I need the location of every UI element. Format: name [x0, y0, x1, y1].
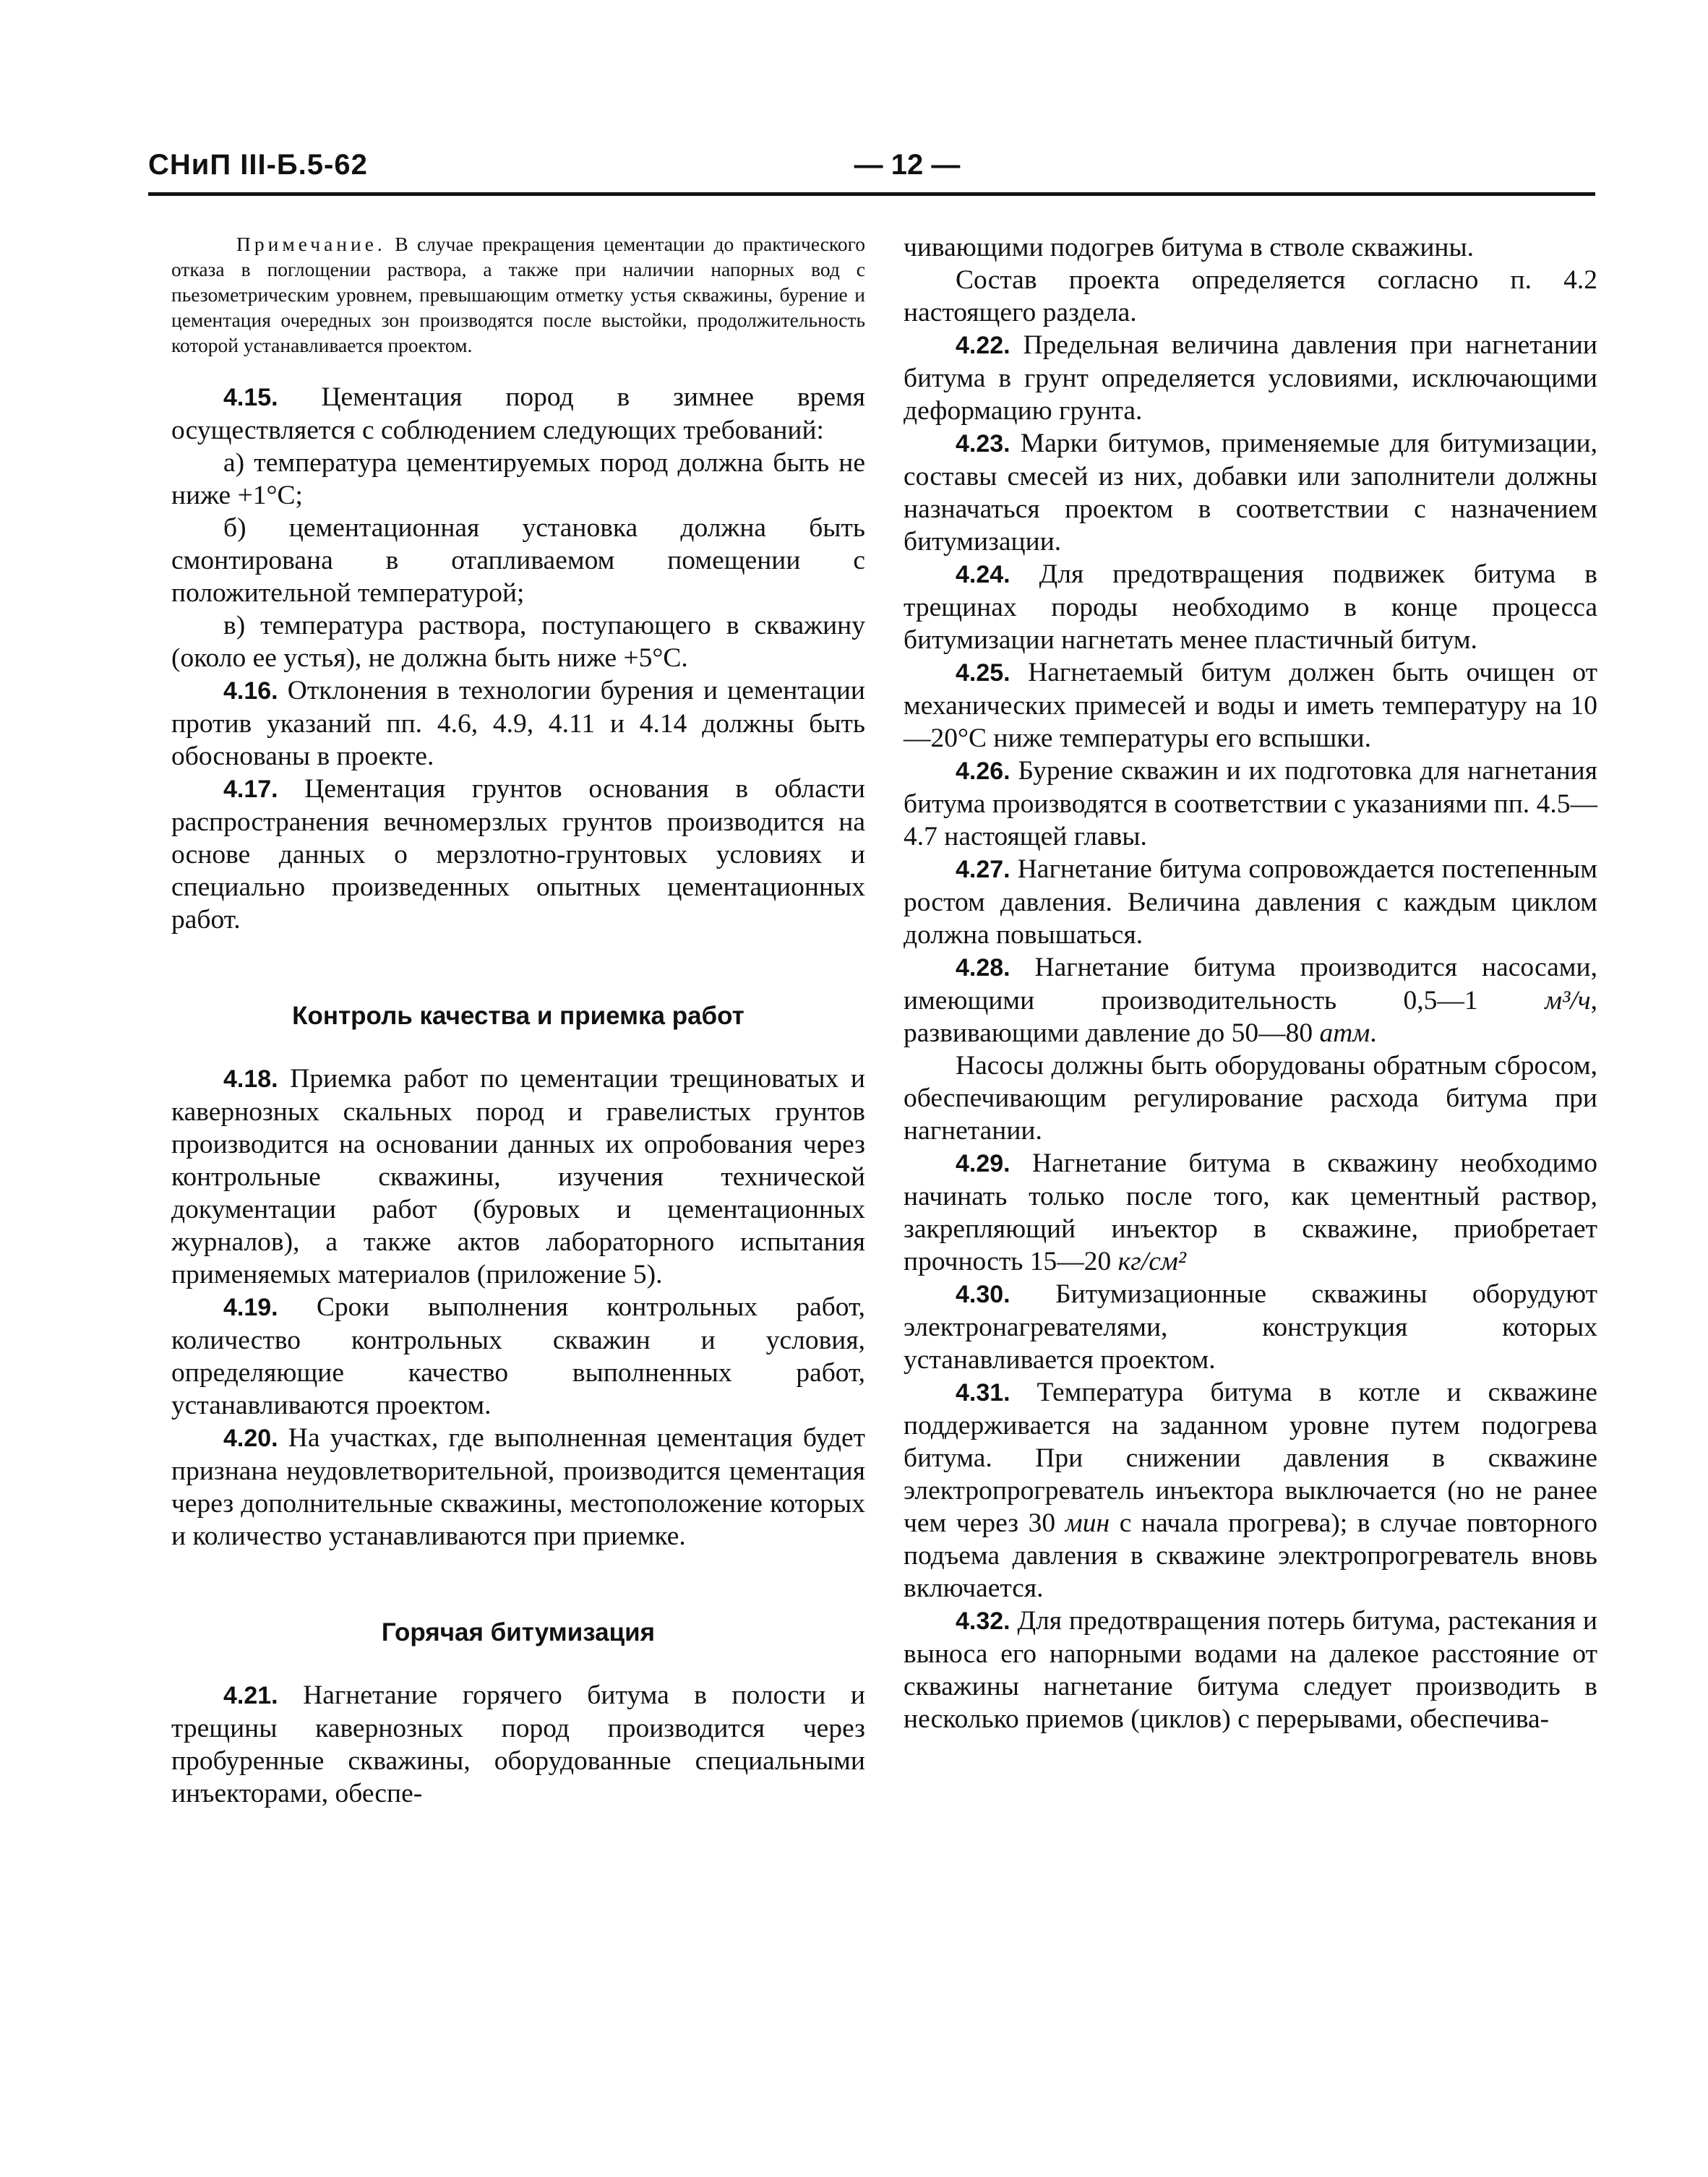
clause-number: 4.25. [956, 659, 1010, 687]
clause-4-23: 4.23. Марки битумов, применяемые для битумизации, составы смесей из них, добавки или заполнители должны назначаться проектом в соответствии с назначением битумизации. [904, 429, 1597, 557]
clause-number: 4.24. [956, 561, 1010, 588]
clause-number: 4.19. [223, 1294, 278, 1321]
page-header [148, 149, 1595, 192]
note-text: В случае прекращения цементации до практического отказа в поглощении раствора, а также при наличии напорных вод с пьезометрическим уровнем, превышающим отметку устья скважины, бурение и цементация очередных зон производятся после выстойки, продолжительность которой устанавливается проектом. [171, 233, 865, 356]
clause-number: 4.30. [956, 1281, 1010, 1308]
clause-number: 4.28. [956, 954, 1010, 982]
left-column [171, 231, 865, 1810]
unit: м³/ч [1545, 986, 1591, 1015]
section-heading-control: Контроль качества и приемка работ [292, 1002, 744, 1030]
clause-number: 4.16. [223, 677, 278, 705]
clause-number: 4.17. [223, 776, 278, 803]
project-composition: Состав проекта определяется согласно п. 4.2 настоящего раздела. [904, 265, 1597, 327]
clause-number: 4.15. [223, 384, 278, 411]
clause-4-24: 4.24. Для предотвращения подвижек битума в трещинах породы необходимо в конце процесса битумизации нагнетать менее пластичный битум. [904, 559, 1597, 655]
clause-4-32: 4.32. Для предотвращения потерь битума, растекания и выноса его напорными водами на далекое расстояние от скважины нагнетание битума следует производить в несколько приемов (циклов) с перерывами, обеспечива- [904, 1606, 1597, 1734]
clause-4-27: 4.27. Нагнетание битума сопровождается постепенным ростом давления. Величина давления с каждым циклом должна повышаться. [904, 854, 1597, 950]
section-heading-bitumization: Горячая битумизация [381, 1618, 656, 1646]
clause-number: 4.18. [223, 1065, 278, 1093]
clause-4-30: 4.30. Битумизационные скважины оборудуют электронагревателями, конструкция которых устанавливается проектом. [904, 1279, 1597, 1375]
clause-4-31: 4.31. Температура битума в котле и скважине поддерживается на заданном уровне путем подогрева битума. При снижении давления в скважине электропрогреватель инъектора выключается (но не ранее чем через 30 мин с начала прогрева); в случае повторного подъема давления в скважине электропрогреватель вновь включается. [904, 1378, 1597, 1603]
clause-number: 4.29. [956, 1150, 1010, 1177]
clause-4-16: 4.16. Отклонения в технологии бурения и цементации против указаний пп. 4.6, 4.9, 4.11 и 4.14 должны быть обоснованы в проекте. [171, 676, 865, 771]
clause-number: 4.31. [956, 1379, 1010, 1407]
clause-4-29: 4.29. Нагнетание битума в скважину необходимо начинать только после того, как цементный раствор, закрепляющий инъектор в скважине, приобретает прочность 15—20 кг/см² [904, 1148, 1597, 1276]
clause-4-17: 4.17. Цементация грунтов основания в области распространения вечномерзлых грунтов производится на основе данных о мерзлотно-грунтовых условиях и специально произведенных опытных цементационных работ. [171, 774, 865, 935]
pumps-paragraph: Насосы должны быть оборудованы обратным сбросом, обеспечивающим регулирование расхода битума при нагнетании. [904, 1051, 1597, 1146]
note-paragraph [171, 231, 865, 358]
page-number: — 12 — [854, 149, 961, 181]
clause-4-28: 4.28. Нагнетание битума производится насосами, имеющими производительность 0,5—1 м³/ч, развивающими давление до 50—80 атм. [904, 953, 1597, 1048]
clause-4-25: 4.25. Нагнетаемый битум должен быть очищен от механических примесей и воды и иметь температуру на 10—20°С ниже температуры его вспышки. [904, 658, 1597, 753]
clause-4-20: 4.20. На участках, где выполненная цементация будет признана неудовлетворительной, производится цементация через дополнительные скважины, местоположение которых и количество устанавливаются при приемке. [171, 1423, 865, 1551]
clause-4-19: 4.19. Сроки выполнения контрольных работ, количество контрольных скважин и условия, определяющие качество выполненных работ, устанавливаются проектом. [171, 1292, 865, 1420]
clause-4-15: 4.15. Цементация пород в зимнее время осуществляется с соблюдением следующих требований: [171, 382, 865, 445]
clause-number: 4.21. [223, 1682, 278, 1709]
clause-4-15-a: а) температура цементируемых пород должна быть не ниже +1°С; [171, 448, 865, 510]
clause-number: 4.32. [956, 1607, 1010, 1635]
clause-4-15-c: в) температура раствора, поступающего в скважину (около ее устья), не должна быть ниже +5°С. [171, 611, 865, 673]
right-column [904, 231, 1597, 1735]
document-code: СНиП III-Б.5-62 [148, 149, 368, 181]
unit: атм [1319, 1018, 1370, 1048]
clause-4-21: 4.21. Нагнетание горячего битума в полости и трещины кавернозных пород производится через пробуренные скважины, оборудованные специальными инъекторами, обеспе- [171, 1680, 865, 1808]
clause-number: 4.23. [956, 430, 1010, 458]
clause-4-15-b: б) цементационная установка должна быть смонтирована в отапливаемом помещении с положительной температурой; [171, 513, 865, 608]
clause-4-22: 4.22. Предельная величина давления при нагнетании битума в грунт определяется условиями, исключающими деформацию грунта. [904, 330, 1597, 426]
unit: кг/см² [1117, 1247, 1187, 1276]
clause-number: 4.27. [956, 856, 1010, 883]
header-rule [148, 192, 1595, 196]
unit: мин [1065, 1508, 1110, 1538]
clause-4-18: 4.18. Приемка работ по цементации трещиноватых и кавернозных скальных пород и гравелистых грунтов производится на основании данных их опробования через контрольные скважины, изучения технической документации работ (буровых и цементационных журналов), а также актов лабораторного испытания применяемых материалов (приложение 5). [171, 1064, 865, 1289]
clause-number: 4.20. [223, 1425, 278, 1452]
clause-number: 4.26. [956, 757, 1010, 785]
clause-4-26: 4.26. Бурение скважин и их подготовка для нагнетания битума производятся в соответствии с указаниями пп. 4.5—4.7 настоящей главы. [904, 756, 1597, 851]
note-label: Примечание. [236, 233, 386, 255]
clause-number: 4.22. [956, 332, 1010, 359]
continued-text: чивающими подогрев битума в стволе скважины. [904, 233, 1475, 262]
